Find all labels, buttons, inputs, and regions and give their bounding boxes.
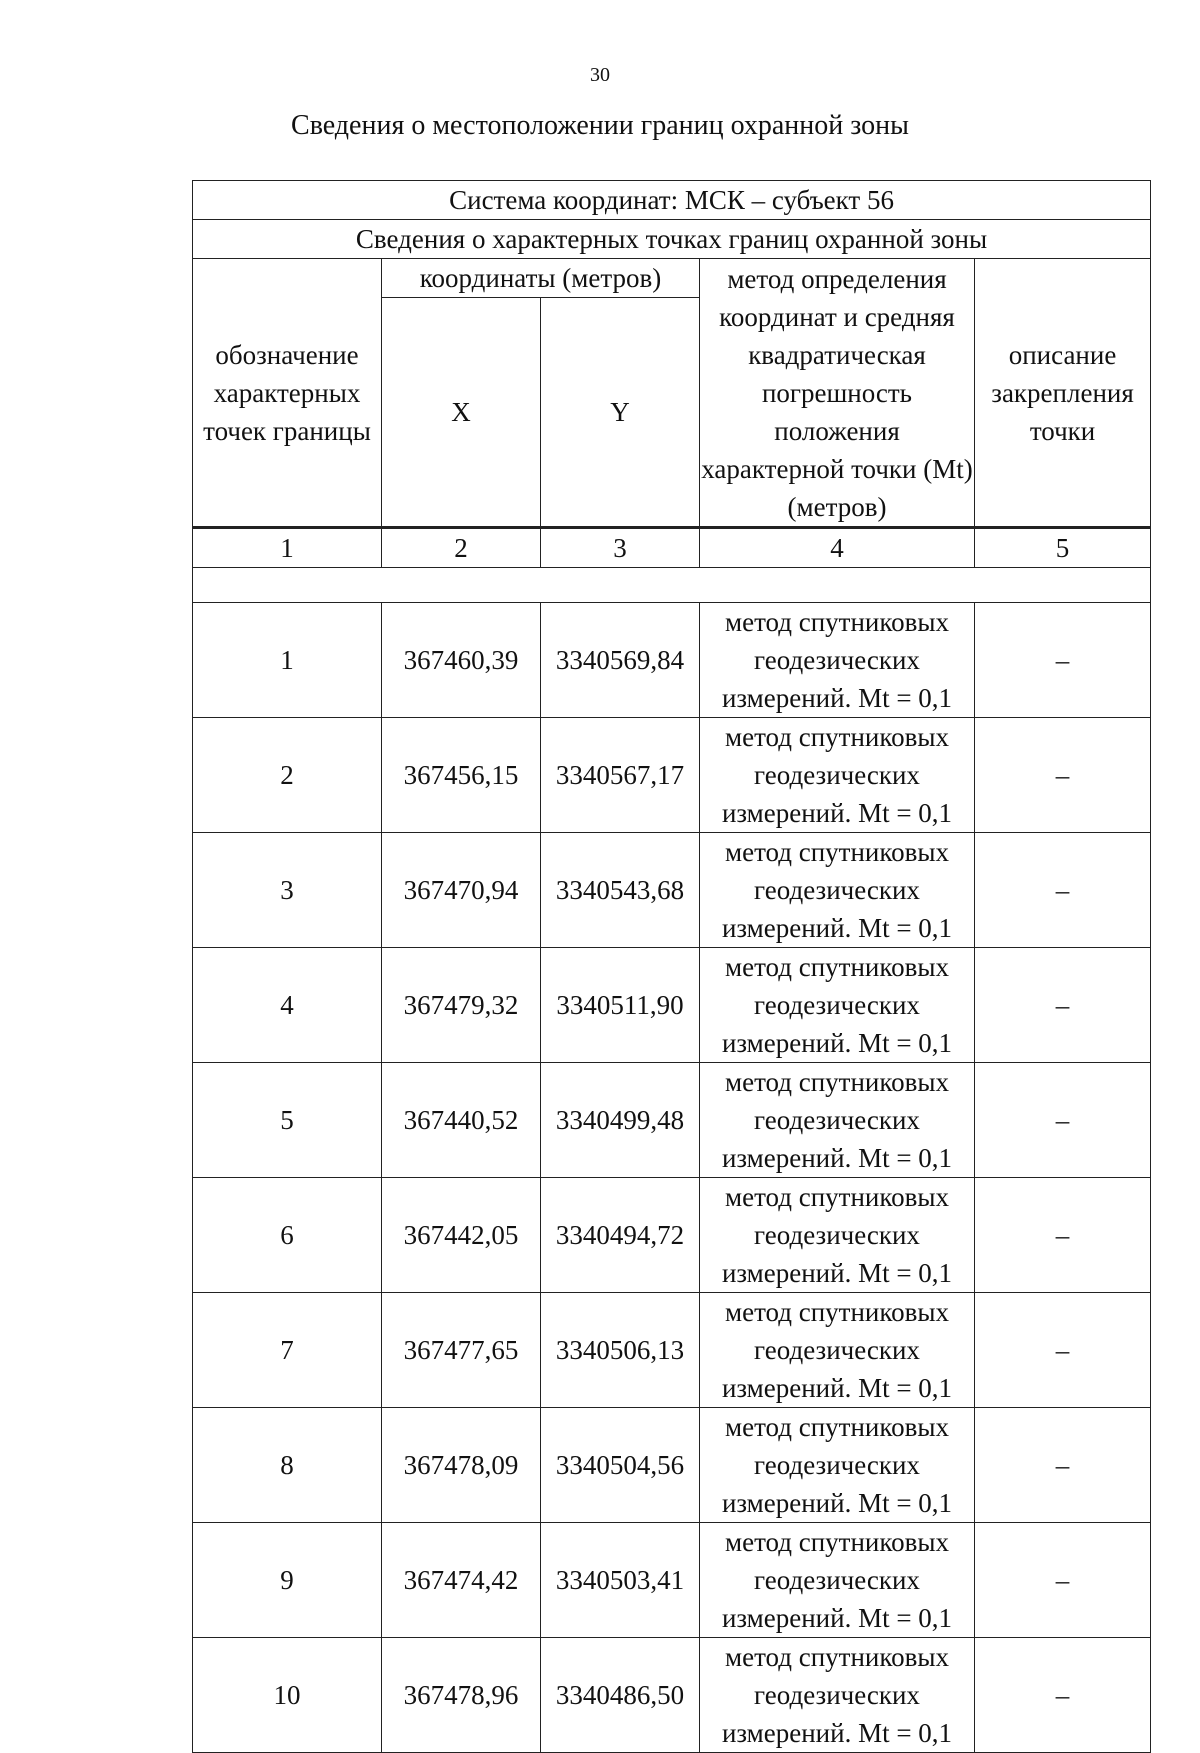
description-cell: – (975, 1523, 1151, 1638)
point-cell: 2 (193, 718, 382, 833)
x-coordinate-cell: 367474,42 (382, 1523, 541, 1638)
header-description: описание закрепления точки (975, 259, 1151, 528)
description-cell: – (975, 1408, 1151, 1523)
description-cell: – (975, 948, 1151, 1063)
description-cell: – (975, 1178, 1151, 1293)
column-number: 4 (700, 528, 975, 568)
description-cell: – (975, 833, 1151, 948)
y-coordinate-cell: 3340503,41 (541, 1523, 700, 1638)
header-y: Y (541, 298, 700, 528)
description-cell: – (975, 1293, 1151, 1408)
point-cell: 7 (193, 1293, 382, 1408)
y-coordinate-cell: 3340506,13 (541, 1293, 700, 1408)
column-number: 1 (193, 528, 382, 568)
point-cell: 5 (193, 1063, 382, 1178)
method-cell: метод спутниковых геодезических измерений. Mt = 0,1 (700, 603, 975, 718)
x-coordinate-cell: 367470,94 (382, 833, 541, 948)
x-coordinate-cell: 367442,05 (382, 1178, 541, 1293)
table-row (193, 603, 1151, 718)
table-body (193, 603, 1151, 1753)
point-cell: 4 (193, 948, 382, 1063)
table-row (193, 833, 1151, 948)
table-row (193, 1638, 1151, 1753)
table-row (193, 1063, 1151, 1178)
method-cell: метод спутниковых геодезических измерений. Mt = 0,1 (700, 718, 975, 833)
section-title-header: Сведения о характерных точках границ охранной зоны (193, 220, 1151, 259)
page-title: Сведения о местоположении границ охранной зоны (291, 110, 909, 141)
point-cell: 10 (193, 1638, 382, 1753)
table-row (193, 718, 1151, 833)
page-number: 30 (590, 64, 610, 86)
y-coordinate-cell: 3340543,68 (541, 833, 700, 948)
coordinates-table (192, 180, 1151, 1753)
table-row (193, 1523, 1151, 1638)
column-number: 3 (541, 528, 700, 568)
y-coordinate-cell: 3340494,72 (541, 1178, 700, 1293)
description-cell: – (975, 603, 1151, 718)
method-cell: метод спутниковых геодезических измерений. Mt = 0,1 (700, 1178, 975, 1293)
y-coordinate-cell: 3340486,50 (541, 1638, 700, 1753)
point-cell: 1 (193, 603, 382, 718)
point-cell: 3 (193, 833, 382, 948)
header-x: X (382, 298, 541, 528)
method-cell: метод спутниковых геодезических измерений. Mt = 0,1 (700, 1293, 975, 1408)
x-coordinate-cell: 367440,52 (382, 1063, 541, 1178)
x-coordinate-cell: 367479,32 (382, 948, 541, 1063)
description-cell: – (975, 1638, 1151, 1753)
x-coordinate-cell: 367478,96 (382, 1638, 541, 1753)
point-cell: 9 (193, 1523, 382, 1638)
method-cell: метод спутниковых геодезических измерений. Mt = 0,1 (700, 833, 975, 948)
column-number: 5 (975, 528, 1151, 568)
x-coordinate-cell: 367456,15 (382, 718, 541, 833)
method-cell: метод спутниковых геодезических измерений. Mt = 0,1 (700, 1523, 975, 1638)
header-point-designation: обозначение характерных точек границы (193, 259, 382, 528)
description-cell: – (975, 1063, 1151, 1178)
y-coordinate-cell: 3340511,90 (541, 948, 700, 1063)
x-coordinate-cell: 367477,65 (382, 1293, 541, 1408)
method-cell: метод спутниковых геодезических измерений. Mt = 0,1 (700, 1408, 975, 1523)
table-row (193, 1293, 1151, 1408)
point-cell: 8 (193, 1408, 382, 1523)
header-coordinates: координаты (метров) (382, 259, 700, 298)
point-cell: 6 (193, 1178, 382, 1293)
y-coordinate-cell: 3340569,84 (541, 603, 700, 718)
table-row (193, 1178, 1151, 1293)
y-coordinate-cell: 3340567,17 (541, 718, 700, 833)
table-row (193, 1408, 1151, 1523)
y-coordinate-cell: 3340499,48 (541, 1063, 700, 1178)
method-cell: метод спутниковых геодезических измерений. Mt = 0,1 (700, 1638, 975, 1753)
description-cell: – (975, 718, 1151, 833)
method-cell: метод спутниковых геодезических измерений. Mt = 0,1 (700, 948, 975, 1063)
empty-row (193, 568, 1151, 603)
coord-system-header: Система координат: МСК – субъект 56 (193, 181, 1151, 220)
y-coordinate-cell: 3340504,56 (541, 1408, 700, 1523)
x-coordinate-cell: 367478,09 (382, 1408, 541, 1523)
table-row (193, 948, 1151, 1063)
method-cell: метод спутниковых геодезических измерений. Mt = 0,1 (700, 1063, 975, 1178)
x-coordinate-cell: 367460,39 (382, 603, 541, 718)
header-method: метод определения координат и средняя квадратическая погрешность положения характерной точки (Mt) (метров) (700, 259, 975, 528)
column-number: 2 (382, 528, 541, 568)
